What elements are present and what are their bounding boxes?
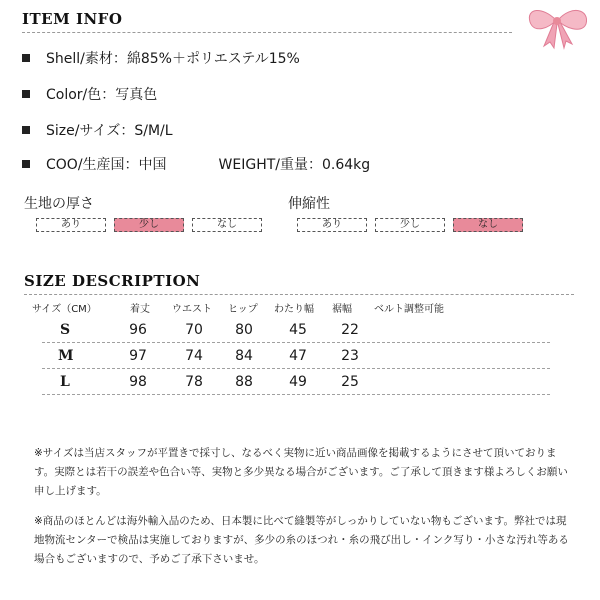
table-cell: 88	[235, 374, 253, 390]
size-text: Size/サイズ：S/M/L	[46, 123, 173, 139]
thickness-option-sukoshi: 少し	[114, 218, 184, 232]
coo-row	[22, 154, 370, 174]
table-cell: 45	[289, 322, 307, 338]
shell-text: Shell/素材：綿85%＋ポリエステル15%	[46, 51, 300, 67]
table-cell: 23	[341, 348, 359, 364]
weight-text: WEIGHT/重量：0.64kg	[218, 157, 371, 173]
col-header-hip: ヒップ	[228, 304, 258, 315]
table-cell: 98	[129, 374, 147, 390]
shell-row	[22, 48, 300, 68]
table-cell: 78	[185, 374, 203, 390]
col-header-size: サイズ（CM）	[32, 304, 97, 315]
stretch-option-ari: あり	[297, 218, 367, 232]
table-cell: 84	[235, 348, 253, 364]
table-cell: 22	[341, 322, 359, 338]
size-row	[22, 120, 173, 140]
thickness-options	[36, 218, 262, 232]
thickness-option-ari: あり	[36, 218, 106, 232]
col-header-thigh: わたり幅	[274, 304, 314, 315]
table-cell: 74	[185, 348, 203, 364]
size-label-l: L	[60, 374, 70, 390]
bullet-icon	[22, 54, 30, 62]
row-divider	[42, 368, 550, 369]
col-header-belt: ベルト調整可能	[374, 304, 444, 315]
size-label-m: M	[58, 348, 74, 364]
table-cell: 80	[235, 322, 253, 338]
size-label-s: S	[60, 322, 71, 338]
bullet-icon	[22, 160, 30, 168]
color-row	[22, 84, 157, 104]
col-header-waist: ウエスト	[172, 304, 212, 315]
item-info-heading: ITEM INFO	[22, 10, 123, 28]
table-cell: 47	[289, 348, 307, 364]
coo-text: COO/生産国：中国	[46, 157, 167, 173]
stretch-options	[297, 218, 523, 232]
stretch-option-nashi: なし	[453, 218, 523, 232]
thickness-label: 生地の厚さ	[24, 196, 94, 212]
stretch-option-sukoshi: 少し	[375, 218, 445, 232]
item-info-divider	[22, 32, 512, 33]
table-cell: 70	[185, 322, 203, 338]
thickness-option-nashi: なし	[192, 218, 262, 232]
note-sizing: ※サイズは当店スタッフが平置きで採寸し、なるべく実物に近い商品画像を掲載するようにさせて頂いております。実際とは若干の誤差や色合い等、実物と多少異なる場合がございます。ご了承して頂きます様よろしくお願い申し上げます。	[34, 447, 568, 497]
note-imported: ※商品のほとんどは海外輸入品のため、日本製に比べて縫製等がしっかりしていない物もございます。弊社では現地物流センターで検品は実施しておりますが、多少の糸のほつれ・糸の飛び出し・インク写り・小さな汚れ等ある場合もございますので、予めご了承下さいませ。	[34, 515, 569, 565]
col-header-length: 着丈	[130, 304, 150, 315]
row-divider	[42, 394, 550, 395]
table-cell: 25	[341, 374, 359, 390]
size-description-heading: SIZE DESCRIPTION	[24, 272, 201, 290]
color-text: Color/色：写真色	[46, 87, 158, 103]
col-header-hem: 裾幅	[332, 304, 352, 315]
table-cell: 97	[129, 348, 147, 364]
table-cell: 49	[289, 374, 307, 390]
size-description-divider	[24, 294, 574, 295]
ribbon-icon	[520, 0, 595, 50]
bullet-icon	[22, 126, 30, 134]
bullet-icon	[22, 90, 30, 98]
stretch-label: 伸縮性	[288, 196, 330, 212]
table-cell: 96	[129, 322, 147, 338]
row-divider	[42, 342, 550, 343]
